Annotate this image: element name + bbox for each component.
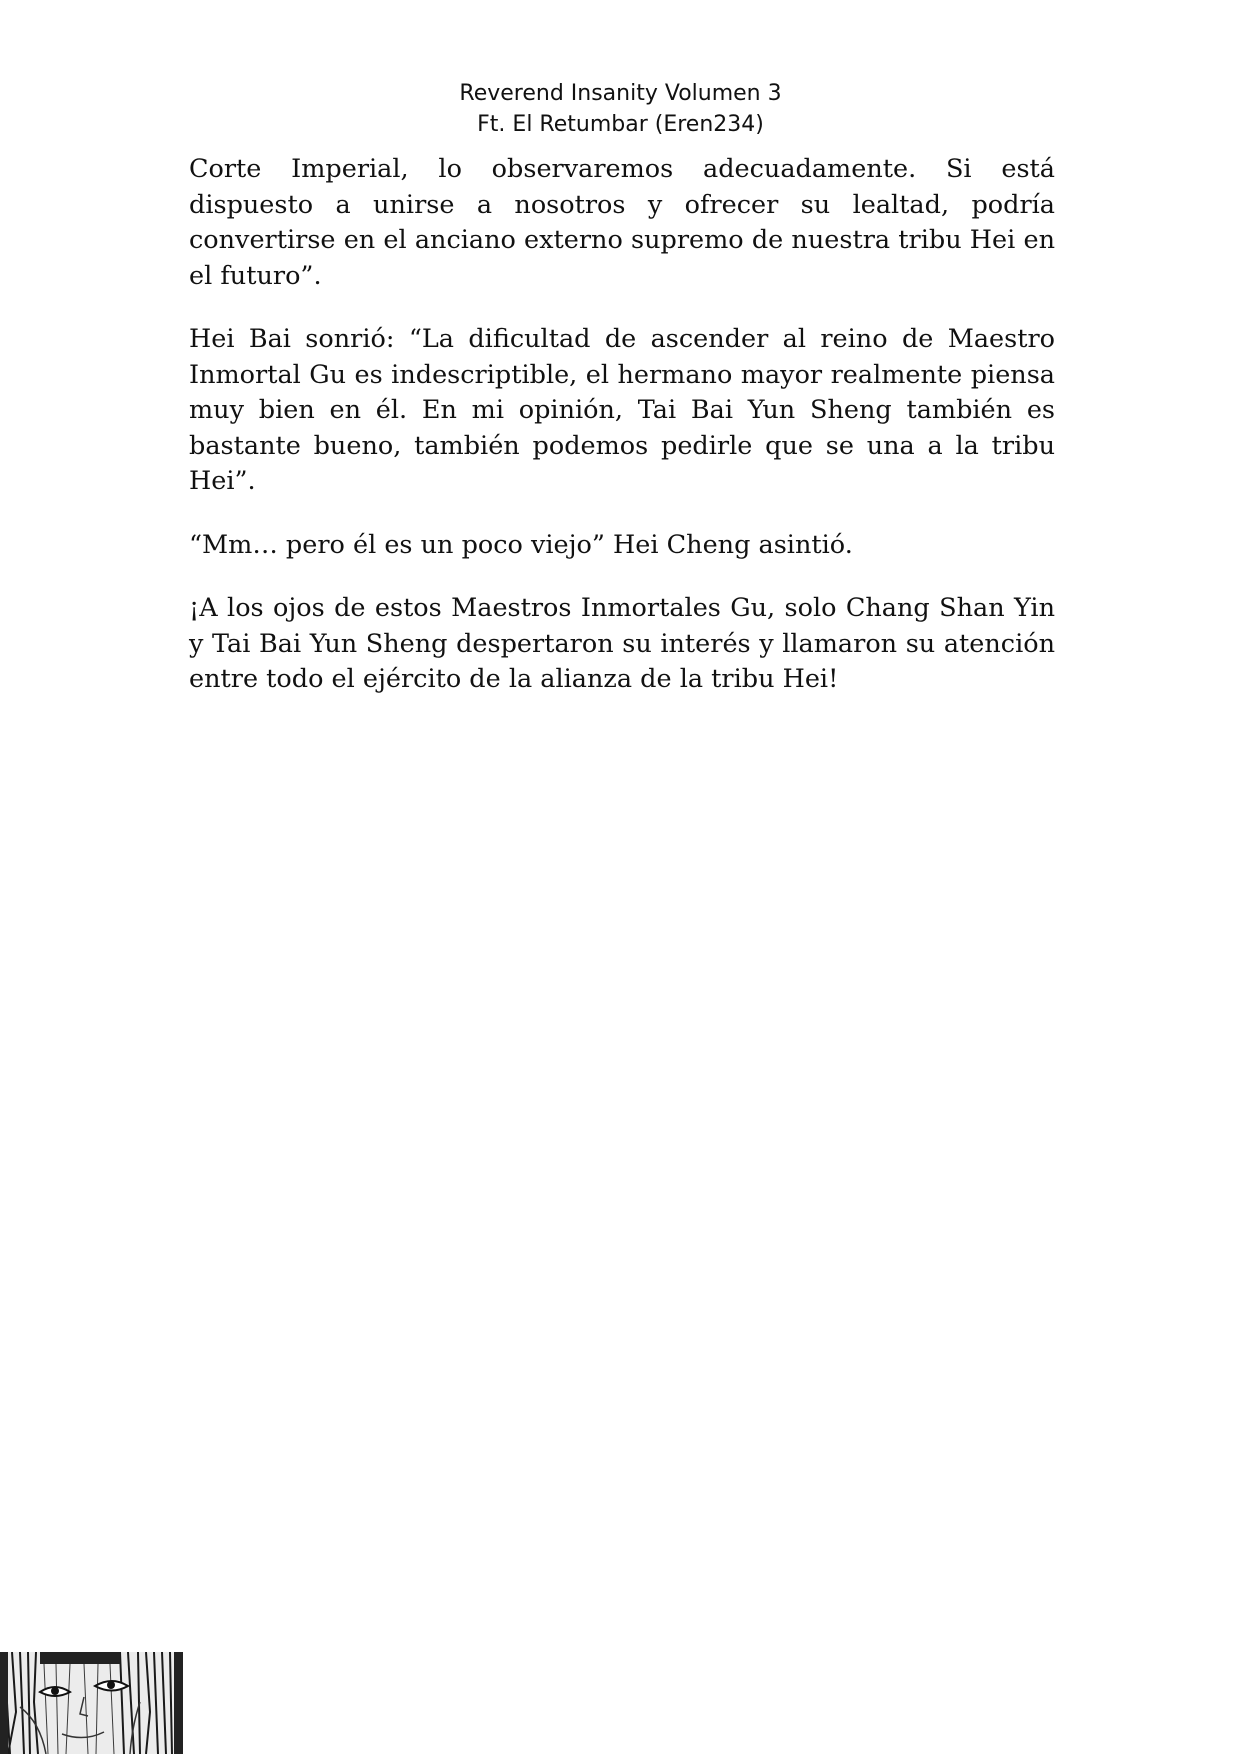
- page-header: [0, 78, 1241, 140]
- header-title: Reverend Insanity Volumen 3: [459, 81, 782, 106]
- manga-face-illustration-icon: [0, 1652, 183, 1754]
- paragraph: “Mm… pero él es un poco viejo” Hei Cheng asintió.: [189, 529, 853, 560]
- header-subtitle: Ft. El Retumbar (Eren234): [477, 112, 764, 137]
- paragraph: Hei Bai sonrió: “La dificultad de ascender al reino de Maestro Inmortal Gu es indescriptible, el hermano mayor realmente piensa muy bien en él. En mi opinión, Tai Bai Yun Sheng también es bastante bueno, también podemos pedirle que se una a la tribu Hei”.: [189, 324, 1055, 496]
- paragraph: Corte Imperial, lo observaremos adecuadamente. Si está dispuesto a unirse a nosotros y ofrecer su lealtad, podría convertirse en el anciano externo supremo de nuestra tribu Hei en el futuro”.: [189, 154, 1055, 291]
- paragraph: ¡A los ojos de estos Maestros Inmortales Gu, solo Chang Shan Yin y Tai Bai Yun Sheng despertaron su interés y llamaron su atención entre todo el ejército de la alianza de la tribu Hei!: [189, 593, 1055, 694]
- body-text: [189, 152, 1055, 698]
